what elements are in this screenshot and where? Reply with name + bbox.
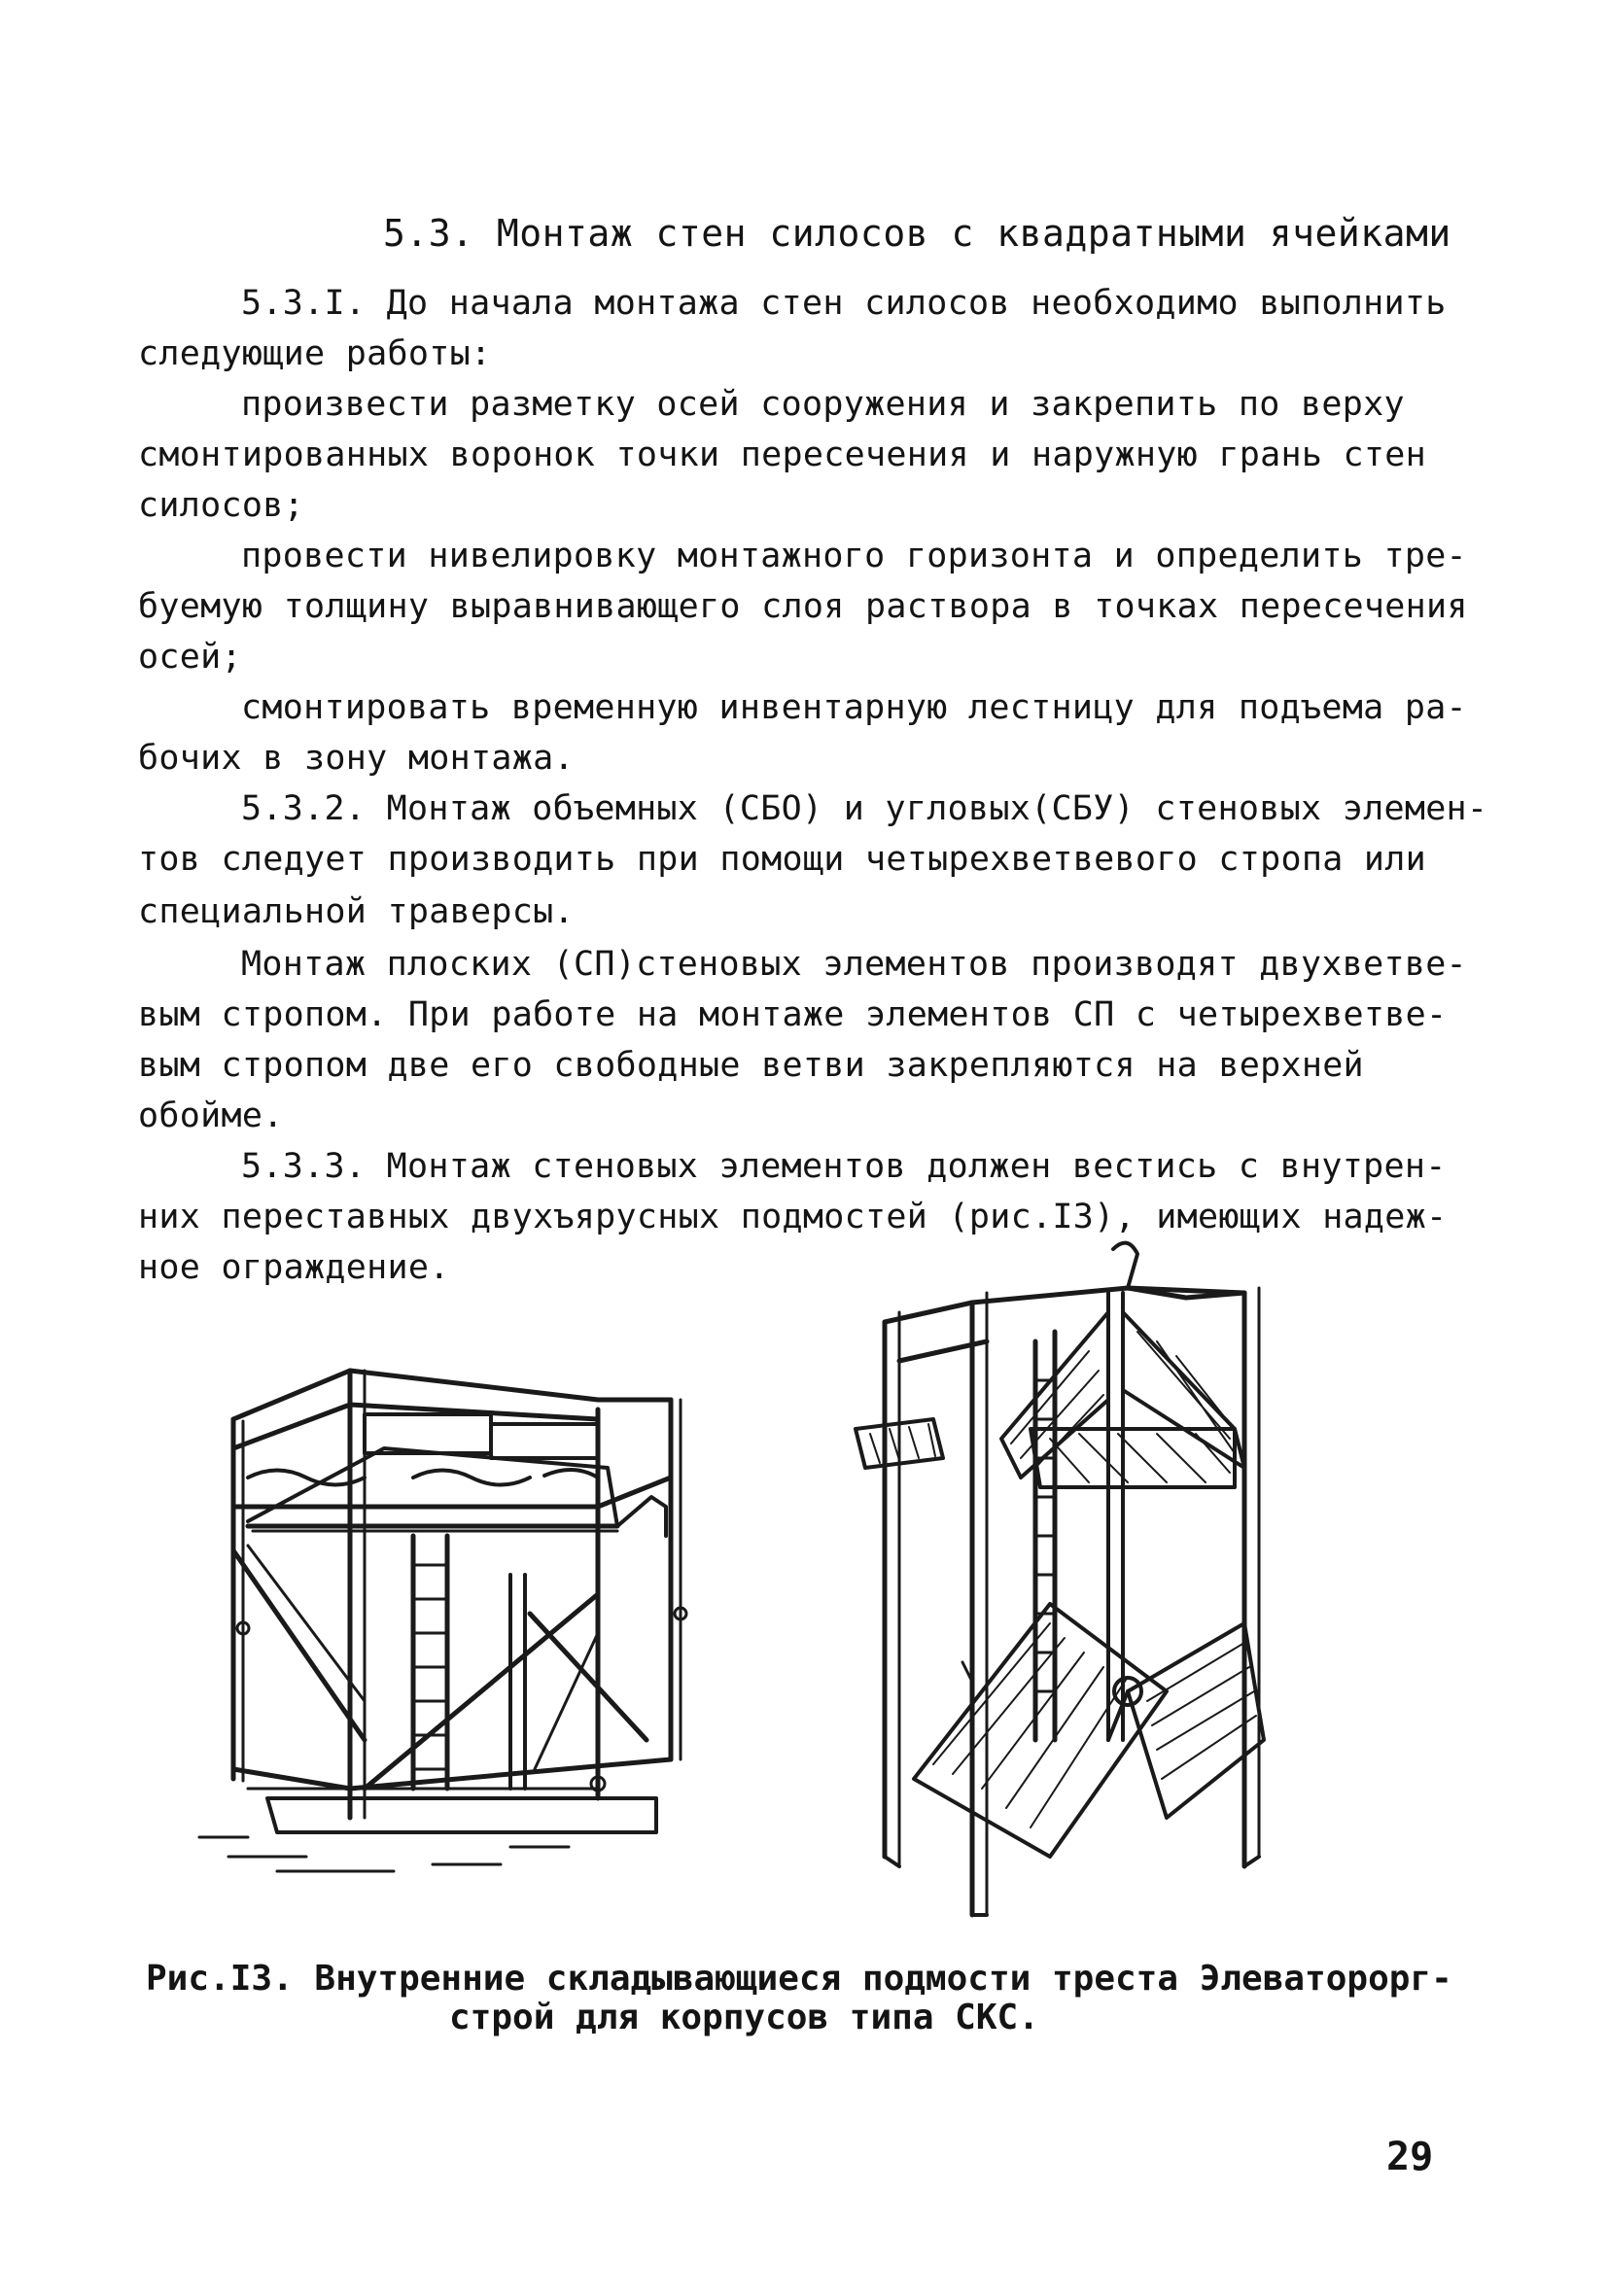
paragraph-line: смонтировать временную инвентарную лестницу для подъема ра-: [241, 688, 1467, 727]
paragraph-line: осей;: [138, 638, 242, 677]
paragraph-line: 5.3.2. Монтаж объемных (СБО) и угловых(СБУ) стеновых элемен-: [241, 789, 1488, 828]
paragraph-line: силосов;: [138, 486, 304, 525]
paragraph-line: буемую толщину выравнивающего слоя раствора в точках пересечения: [138, 587, 1468, 626]
paragraph-line: следующие работы:: [138, 334, 492, 373]
paragraph-line: провести нивелировку монтажного горизонта и определить тре-: [241, 537, 1467, 575]
paragraph-line: ное ограждение.: [138, 1248, 450, 1287]
scaffold-unfolded-illustration: [190, 1332, 734, 1876]
paragraph-line: 5.3.I. До начала монтажа стен силосов необходимо выполнить: [241, 284, 1447, 323]
scaffold-folded-illustration: [836, 1235, 1293, 1934]
paragraph-line: вым стропом. При работе на монтаже элементов СП с четырехветве-: [138, 995, 1448, 1034]
section-heading: 5.3. Монтаж стен силосов с квадратными ячейками: [383, 212, 1451, 255]
figure-caption: [146, 1960, 1468, 2037]
figure-caption-line-2: строй для корпусов типа СКС.: [449, 1998, 1039, 2037]
paragraph-line: тов следует производить при помощи четырехветвевого стропа или: [138, 840, 1427, 879]
paragraph-line: них переставных двухъярусных подмостей (рис.I3), имеющих надеж-: [138, 1198, 1448, 1236]
paragraph-line: специальной траверсы.: [138, 892, 575, 931]
page-number: 29: [1386, 2135, 1434, 2179]
paragraph-line: Монтаж плоских (СП)стеновых элементов производят двухветве-: [241, 945, 1467, 984]
paragraph-line: 5.3.3. Монтаж стеновых элементов должен вестись с внутрен-: [241, 1147, 1447, 1186]
paragraph-line: бочих в зону монтажа.: [138, 739, 575, 778]
figure-caption-line-1: Рис.I3. Внутренние складывающиеся подмости треста Элеваторорг-: [146, 1959, 1452, 1999]
paragraph-line: произвести разметку осей сооружения и закрепить по верху: [241, 385, 1405, 424]
paragraph-line: вым стропом две его свободные ветви закрепляются на верхней: [138, 1046, 1364, 1085]
paragraph-line: смонтированных воронок точки пересечения и наружную грань стен: [138, 435, 1427, 474]
paragraph-line: обойме.: [138, 1096, 284, 1135]
